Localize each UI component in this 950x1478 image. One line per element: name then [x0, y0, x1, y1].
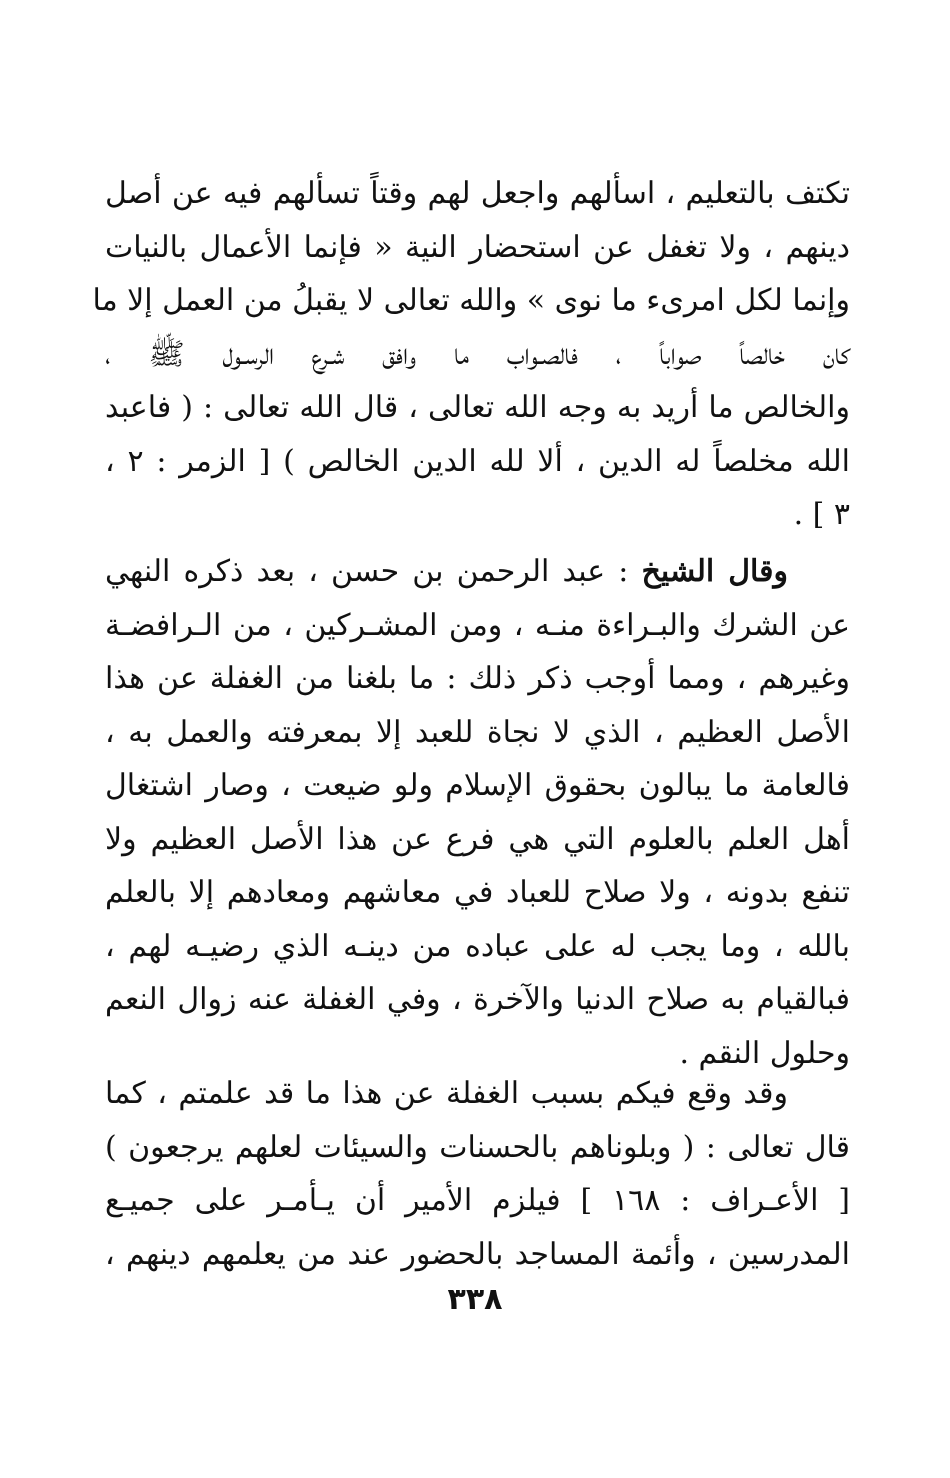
text-line: عن الشرك والبـراءة منـه ، ومن المشـركين ، من الـرافضـة	[105, 607, 850, 643]
text-line: أهل العلم بالعلوم التي هي فرع عن هذا الأصل العظيم ولا	[105, 821, 850, 857]
text-line: فالعامة ما يبالون بحقوق الإسلام ولو ضيعت ، وصار اشتغال	[105, 768, 850, 803]
text-line: وغيرهم ، ومما أوجب ذكر ذلك : ما بلغنا من الغفلة عن هذا	[105, 661, 850, 696]
text-line: [ الأعـراف : ١٦٨ ] فيلزم الأمير أن يـأمـر على جميـع	[105, 1183, 850, 1218]
paragraph-first-line	[105, 545, 850, 599]
text-line: كان خالصاً صواباً ، فالصـواب ما وافق شـرع الرسـول ﷺ ،	[105, 336, 850, 372]
text-line: تنفع بدونه ، ولا صلاح للعباد في معاشهم ومعادهم إلا بالعلم	[105, 875, 850, 910]
text-line: المدرسين ، وأئمة المساجد بالحضور عند من يعلمهم دينهم ،	[105, 1236, 850, 1272]
text-line: تكتف بالتعليم ، اسألهم واجعل لهم وقتاً تسألهم فيه عن أصل	[105, 176, 850, 211]
text-line: دينهم ، ولا تغفل عن استحضار النية « فإنما الأعمال بالنيات	[105, 229, 850, 265]
text-line: وقد وقع فيكم بسبب الغفلة عن هذا ما قد علمتم ، كما	[105, 1076, 788, 1111]
text-line: بالله ، وما يجب له على عباده من دينـه الذي رضيـه لهم ،	[105, 928, 850, 964]
text-line: قال تعالى : ( وبلوناهم بالحسنات والسيئات لعلهم يرجعون )	[105, 1129, 850, 1165]
text-line: والخالص ما أريد به وجه الله تعالى ، قال الله تعالى : ( فاعبد	[105, 390, 850, 425]
text-line: وحلول النقم .	[679, 1035, 850, 1071]
paragraph-3	[105, 1067, 850, 1281]
text-line: فبالقيام به صلاح الدنيا والآخرة ، وفي الغفلة عنه زوال النعم	[105, 982, 850, 1017]
first-line-rest: : عبد الرحمن بن حسن ، بعد ذكره النهي	[105, 554, 642, 589]
page-number: ٣٣٨	[447, 1282, 503, 1317]
text-line: الله مخلصاً له الدين ، ألا لله الدين الخالص ) [ الزمر : ٢ ،	[105, 443, 851, 479]
text-line: وإنما لكل امرىء ما نوى » والله تعالى لا يقبلُ من العمل إلا ما	[92, 283, 850, 318]
speaker-lead: وقال الشيخ	[641, 554, 788, 589]
text-line: ٣ ] .	[793, 497, 850, 532]
text-line: الأصل العظيم ، الذي لا نجاة للعبد إلا بمعرفته والعمل به ،	[105, 714, 851, 750]
paragraph-2	[105, 545, 850, 1080]
paragraph-1	[92, 167, 851, 542]
